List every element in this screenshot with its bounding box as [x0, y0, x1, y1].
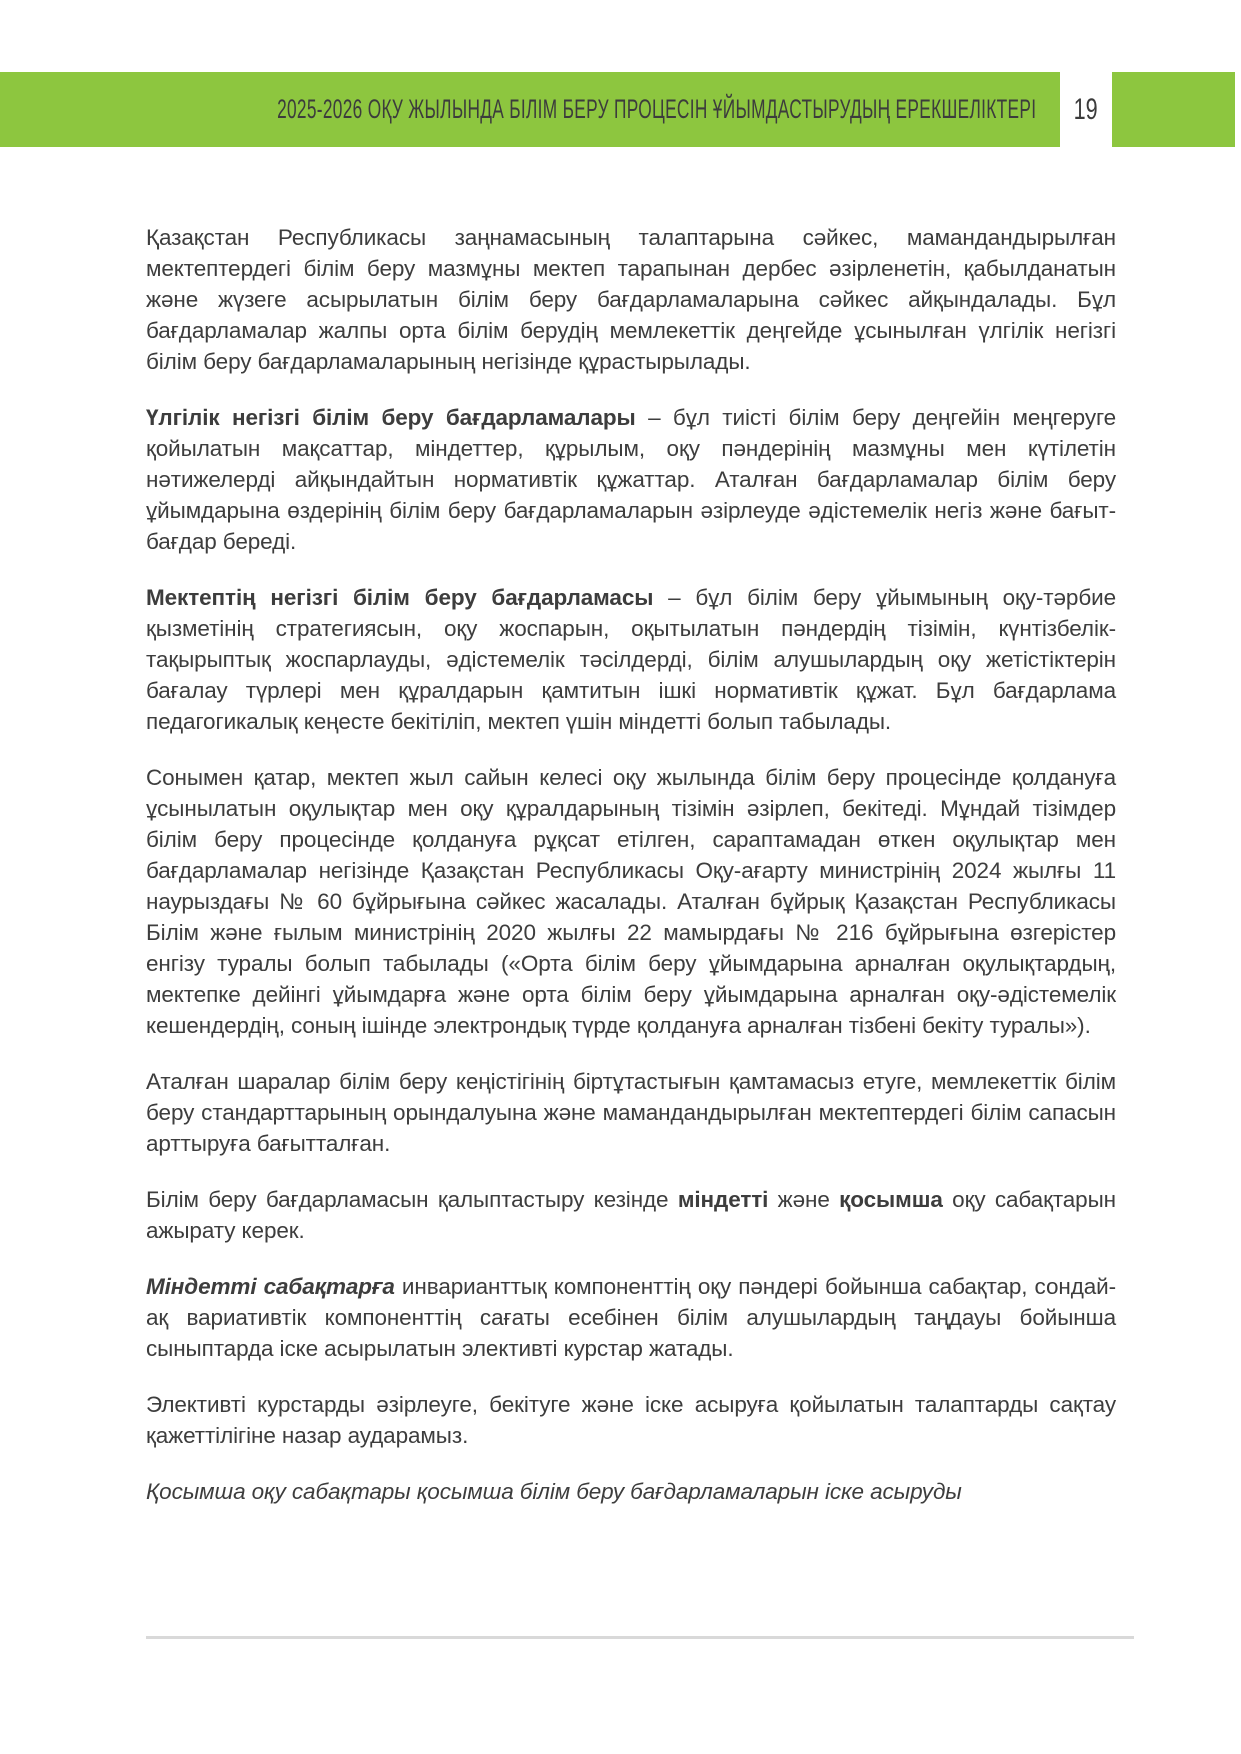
- header-accent-block: [1112, 72, 1235, 147]
- paragraph: [146, 1184, 1116, 1246]
- text-segment: Сонымен қатар, мектеп жыл сайын келесі оқу жылында білім беру процесінде қолдануға ұсынылатын оқулықтар мен оқу құралдарының тізімін әзірлеп, бекітеді. Мұндай тізімдер білім беру процесінде қолдануға рұқсат етілген, сараптамадан өткен оқулықтар мен бағдарламалар негізінде Қазақстан Республикасы Оқу-ағарту министрінің 2024 жылғы 11 наурыздағы № 60 бұйрығына сәйкес жасалады. Аталған бұйрық Қазақстан Республикасы Білім және ғылым министрінің 2020 жылғы 22 мамырдағы № 216 бұйрығына өзгерістер енгізу туралы болып табылады («Орта білім беру ұйымдарына арналған оқулықтардың, мектепке дейінгі ұйымдарға және орта білім беру ұйымдарына арналған оқу-әдістемелік кешендердің, соның ішінде электрондық түрде қолдануға арналған тізбені бекіту туралы»).: [146, 765, 1116, 1038]
- text-segment: Элективті курстарды әзірлеуге, бекітуге және іске асыруға қойылатын талаптарды сақтау қажеттілігіне назар аударамыз.: [146, 1392, 1116, 1448]
- header-band: [0, 72, 1060, 147]
- paragraph: [146, 1066, 1116, 1159]
- text-segment: Міндетті сабақтарға: [146, 1274, 395, 1299]
- paragraph: [146, 582, 1116, 737]
- text-segment: Аталған шаралар білім беру кеңістігінің біртұтастығын қамтамасыз етуге, мемлекеттік білім беру стандарттарының орындалуына және мамандандырылған мектептердегі білім сапасын арттыруға бағытталған.: [146, 1069, 1116, 1156]
- text-segment: және: [768, 1187, 840, 1212]
- text-segment: қосымша: [839, 1187, 943, 1212]
- paragraph: [146, 762, 1116, 1041]
- body-paragraphs: [146, 222, 1116, 1507]
- text-segment: міндетті: [677, 1187, 769, 1212]
- footer-divider: [146, 1636, 1134, 1639]
- text-segment: – бұл білім беру ұйымының оқу-тәрбие қызметінің стратегиясын, оқу жоспарын, оқытылатын пәндердің тізімін, күнтізбелік-тақырыптық жоспарлауды, әдістемелік тәсілдерді, білім алушылардың оқу жетістіктерін бағалау түрлері мен құралдарын қамтитын ішкі нормативтік құжат. Бұл бағдарлама педагогикалық кеңесте бекітіліп, мектеп үшін міндетті болып табылады.: [146, 585, 1116, 734]
- paragraph: [146, 1389, 1116, 1451]
- paragraph: [146, 222, 1116, 377]
- text-segment: инварианттық компоненттің оқу пәндері бойынша сабақтар, сондай-ақ вариативтік компоненттің сағаты есебінен білім алушылардың таңдауы бойынша сыныптарда іске асырылатын элективті курстар жатады.: [146, 1274, 1116, 1361]
- paragraph: [146, 1476, 1116, 1507]
- text-segment: Қосымша оқу сабақтары қосымша білім беру бағдарламаларын іске асыруды: [146, 1479, 962, 1504]
- page-number-value: 19: [1073, 92, 1099, 126]
- text-segment: Үлгілік негізгі білім беру бағдарламалары: [146, 405, 636, 430]
- header-title: 2025-2026 ОҚУ ЖЫЛЫНДА БІЛІМ БЕРУ ПРОЦЕСІН ҰЙЫМДАСТЫРУДЫҢ ЕРЕКШЕЛІКТЕРІ: [276, 94, 1036, 124]
- page-number: [1060, 72, 1112, 147]
- text-segment: – бұл тиісті білім беру деңгейін меңгеруге қойылатын мақсаттар, міндеттер, құрылым, оқу пәндерінің мазмұны мен күтілетін нәтижелерді айқындайтын нормативтік құжаттар. Аталған бағдарламалар білім беру ұйымдарына өздерінің білім беру бағдарламаларын әзірлеуде әдістемелік негіз және бағыт-бағдар береді.: [146, 405, 1116, 554]
- text-segment: оқу сабақтарын ажырату керек.: [146, 1187, 1116, 1243]
- page-body: [146, 222, 1116, 1507]
- text-segment: Білім беру бағдарламасын қалыптастыру кезінде: [146, 1187, 678, 1212]
- paragraph: [146, 1271, 1116, 1364]
- paragraph: [146, 402, 1116, 557]
- text-segment: Мектептің негізгі білім беру бағдарламасы: [146, 585, 654, 610]
- text-segment: Қазақстан Республикасы заңнамасының талаптарына сәйкес, мамандандырылған мектептердегі білім беру мазмұны мектеп тарапынан дербес әзірленетін, қабылданатын және жүзеге асырылатын білім беру бағдарламаларына сәйкес айқындалады. Бұл бағдарламалар жалпы орта білім берудің мемлекеттік деңгейде ұсынылған үлгілік негізгі білім беру бағдарламаларының негізінде құрастырылады.: [146, 225, 1116, 374]
